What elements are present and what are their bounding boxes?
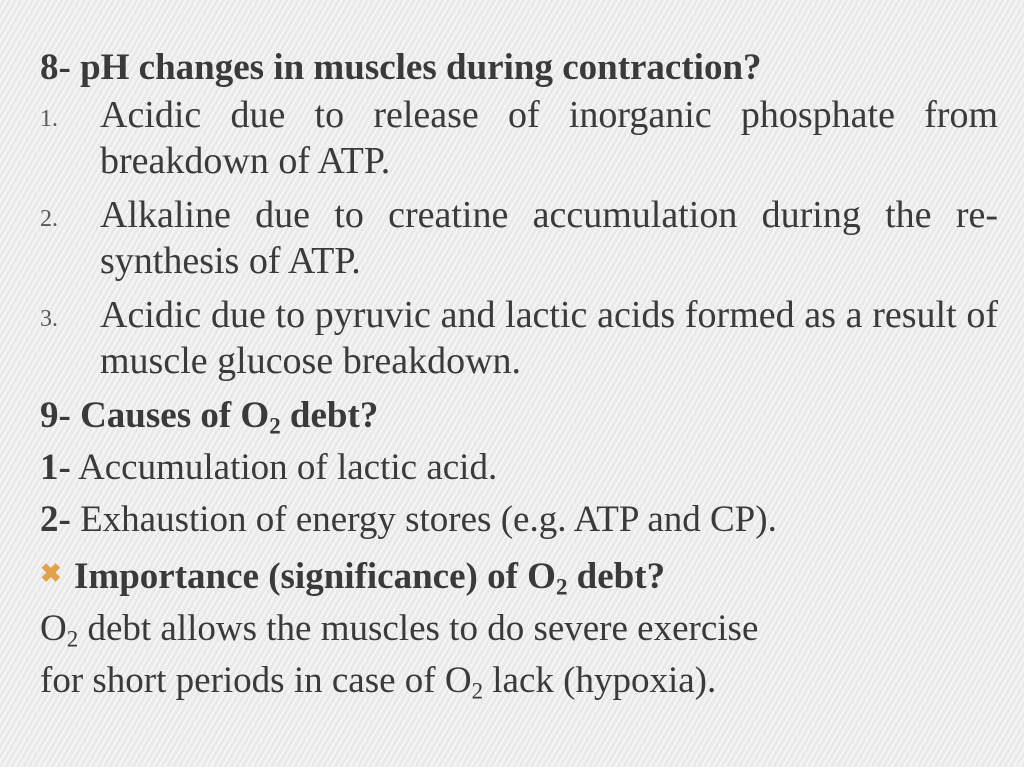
- importance-line-2: [40, 657, 998, 705]
- list-item: [40, 192, 998, 284]
- slide-content: [40, 44, 998, 705]
- importance-title-part: Importance (significance) of O: [74, 556, 556, 597]
- list-item: [40, 92, 998, 184]
- ph-changes-list: [40, 92, 998, 384]
- question-9-title: [40, 392, 998, 440]
- list-item-number: 3.: [40, 306, 58, 332]
- text-part: lack (hypoxia).: [483, 660, 717, 701]
- subscript: 2: [555, 574, 568, 600]
- subscript: 2: [471, 678, 484, 704]
- cause-text: Accumulation of lactic acid.: [70, 447, 498, 488]
- subscript: 2: [269, 413, 281, 439]
- x-bullet-icon: ✖: [40, 559, 62, 588]
- list-item: [40, 292, 998, 384]
- list-item-number: 2.: [40, 206, 58, 232]
- list-item-text: Acidic due to pyruvic and lactic acids formed as a result of muscle glucose breakdown.: [100, 294, 998, 382]
- list-item-number: 1.: [40, 106, 58, 132]
- question-8-title: 8- pH changes in muscles during contraction?: [40, 47, 762, 88]
- text-part: debt allows the muscles to do severe exercise: [78, 608, 759, 649]
- list-item-text: Acidic due to release of inorganic phosphate from breakdown of ATP.: [100, 94, 998, 182]
- importance-title: [40, 550, 998, 601]
- question-9-title-part: 9- Causes of O: [40, 395, 270, 436]
- subscript: 2: [66, 626, 79, 652]
- cause-text: Exhaustion of energy stores (e.g. ATP and CP).: [70, 499, 777, 540]
- text-part: O: [40, 608, 67, 649]
- cause-line: [40, 444, 998, 492]
- text-part: for short periods in case of O: [40, 660, 472, 701]
- list-item-text: Alkaline due to creatine accumulation during the re-synthesis of ATP.: [100, 194, 998, 282]
- importance-title-part: debt?: [567, 556, 666, 597]
- cause-line: [40, 496, 998, 544]
- cause-number: 2-: [40, 499, 71, 540]
- cause-number: 1-: [40, 447, 71, 488]
- importance-line-1: [40, 605, 998, 653]
- question-9-title-part: debt?: [280, 395, 379, 436]
